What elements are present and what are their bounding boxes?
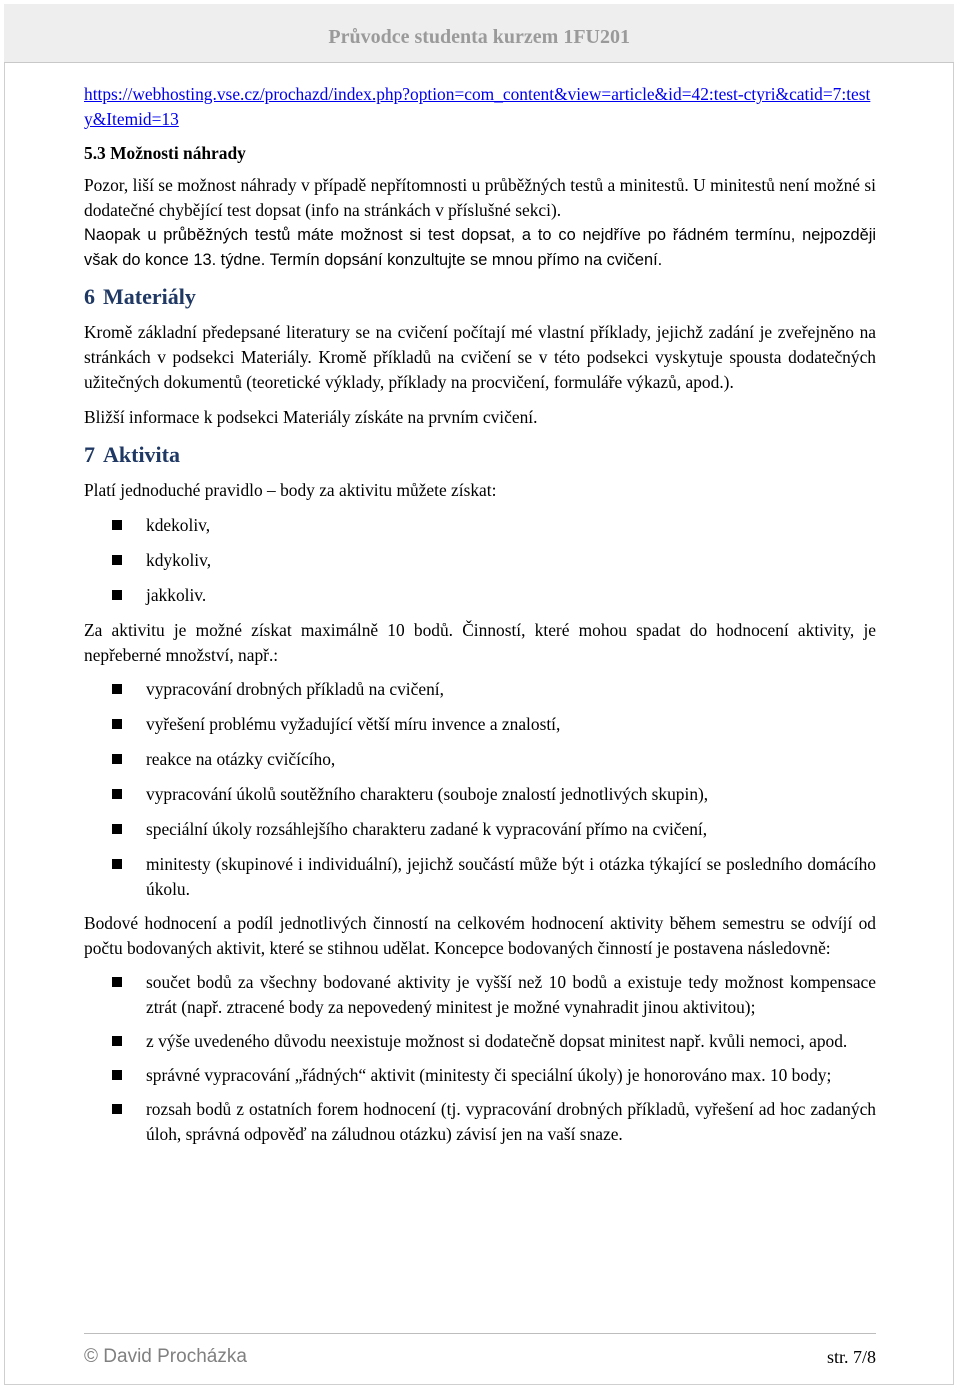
section-title: Materiály	[103, 284, 196, 309]
list-item-text: kdykoliv,	[146, 550, 212, 570]
page-header	[4, 4, 954, 63]
section-number: 6	[84, 284, 95, 309]
list-item	[84, 548, 876, 573]
bullet-icon	[112, 719, 122, 729]
paragraph-5-3-a: Pozor, liší se možnost náhrady v případě nepřítomnosti u průběžných testů a minitestů. U minitestů není možné si dodatečné chybějící test dopsat (info na stránkách v příslušné sekci).	[84, 175, 876, 220]
list-item	[84, 1063, 876, 1088]
list-item-text: jakkoliv.	[146, 585, 207, 605]
list-item-text: správné vypracování „řádných“ aktivit (minitesty či speciální úkoly) je honorováno max. 10 body;	[146, 1065, 832, 1085]
list-item	[84, 782, 876, 807]
list-item	[84, 1097, 876, 1147]
bullet-icon	[112, 1036, 122, 1046]
paragraph-5-3-b: Naopak u průběžných testů máte možnost si test dopsat, a to co nejdříve po řádném termínu, nejpozději však do konce 13. týdne. Termín dopsání konzultujte se mnou přímo na cvičení.	[84, 226, 876, 269]
list-item-text: vypracování drobných příkladů na cvičení,	[146, 679, 444, 699]
header-title: Průvodce studenta kurzem 1FU201	[328, 26, 630, 48]
heading-aktivita	[84, 441, 876, 469]
list-item-text: vyřešení problému vyžadující větší míru invence a znalostí,	[146, 714, 561, 734]
paragraph-materialy-a: Kromě základní předepsané literatury se na cvičení počítají mé vlastní příklady, jejichž zadání je zveřejněno na stránkách v podsekci Materiály. Kromě příkladů na cvičení se v této podsekci vyskytuje spousta dodatečných užitečných dokumentů (teoretické výklady, příklady na procvičení, formuláře výkazů, apod.).	[84, 322, 876, 392]
test-link[interactable]: https://webhosting.vse.cz/prochazd/index.php?option=com_content&view=article&id=42:test-ctyri&catid=7:testy&Itemid=13	[84, 84, 871, 129]
paragraph-aktivita-max: Za aktivitu je možné získat maximálně 10 bodů. Činností, které mohou spadat do hodnocení aktivity, je nepřeberné množství, např.:	[84, 620, 876, 665]
list-activities	[84, 677, 876, 902]
page-footer	[84, 1333, 876, 1374]
heading-materialy	[84, 283, 876, 311]
section-number: 7	[84, 442, 95, 467]
document-body	[84, 82, 876, 1147]
bullet-icon	[112, 590, 122, 600]
list-item	[84, 1029, 876, 1054]
page-number: str. 7/8	[826, 1347, 876, 1367]
bullet-icon	[112, 754, 122, 764]
footer-author: © David Procházka	[84, 1346, 247, 1367]
list-where	[84, 513, 876, 608]
bullet-icon	[112, 824, 122, 834]
list-item	[84, 513, 876, 538]
list-item	[84, 747, 876, 772]
list-concept	[84, 970, 876, 1147]
list-item-text: součet bodů za všechny bodované aktivity je vyšší než 10 bodů a existuje tedy možnost kompensace ztrát (např. ztracené body za nepovedený minitest je možné vynahradit jinou aktivitou);	[146, 972, 876, 1017]
list-item	[84, 852, 876, 902]
list-item	[84, 583, 876, 608]
paragraph-aktivita-intro: Platí jednoduché pravidlo – body za aktivitu můžete získat:	[84, 480, 497, 500]
bullet-icon	[112, 1104, 122, 1114]
list-item-text: vypracování úkolů soutěžního charakteru (souboje znalostí jednotlivých skupin),	[146, 784, 709, 804]
bullet-icon	[112, 555, 122, 565]
section-title: Aktivita	[103, 442, 180, 467]
bullet-icon	[112, 1070, 122, 1080]
list-item	[84, 677, 876, 702]
list-item	[84, 712, 876, 737]
list-item-text: minitesty (skupinové i individuální), jejichž součástí může být i otázka týkající se posledního domácího úkolu.	[146, 854, 876, 899]
list-item	[84, 817, 876, 842]
bullet-icon	[112, 684, 122, 694]
bullet-icon	[112, 977, 122, 987]
heading-5-3: 5.3 Možnosti náhrady	[84, 143, 246, 163]
bullet-icon	[112, 859, 122, 869]
bullet-icon	[112, 520, 122, 530]
list-item-text: rozsah bodů z ostatních forem hodnocení (tj. vypracování drobných příkladů, vyřešení ad hoc zadaných úloh, správná odpověď na záludnou otázku) závisí jen na vaší snaze.	[146, 1099, 876, 1144]
list-item-text: z výše uvedeného důvodu neexistuje možnost si dodatečně dopsat minitest např. kvůli nemoci, apod.	[146, 1031, 848, 1051]
list-item-text: kdekoliv,	[146, 515, 211, 535]
paragraph-aktivita-scoring: Bodové hodnocení a podíl jednotlivých činností na celkovém hodnocení aktivity během semestru se odvíjí od počtu bodovaných aktivit, které se stihnou udělat. Koncepce bodovaných činností je postavena následovně:	[84, 913, 876, 958]
list-item	[84, 970, 876, 1020]
list-item-text: reakce na otázky cvičícího,	[146, 749, 336, 769]
paragraph-materialy-b: Bližší informace k podsekci Materiály získáte na prvním cvičení.	[84, 407, 538, 427]
bullet-icon	[112, 789, 122, 799]
list-item-text: speciální úkoly rozsáhlejšího charakteru zadané k vypracování přímo na cvičení,	[146, 819, 708, 839]
